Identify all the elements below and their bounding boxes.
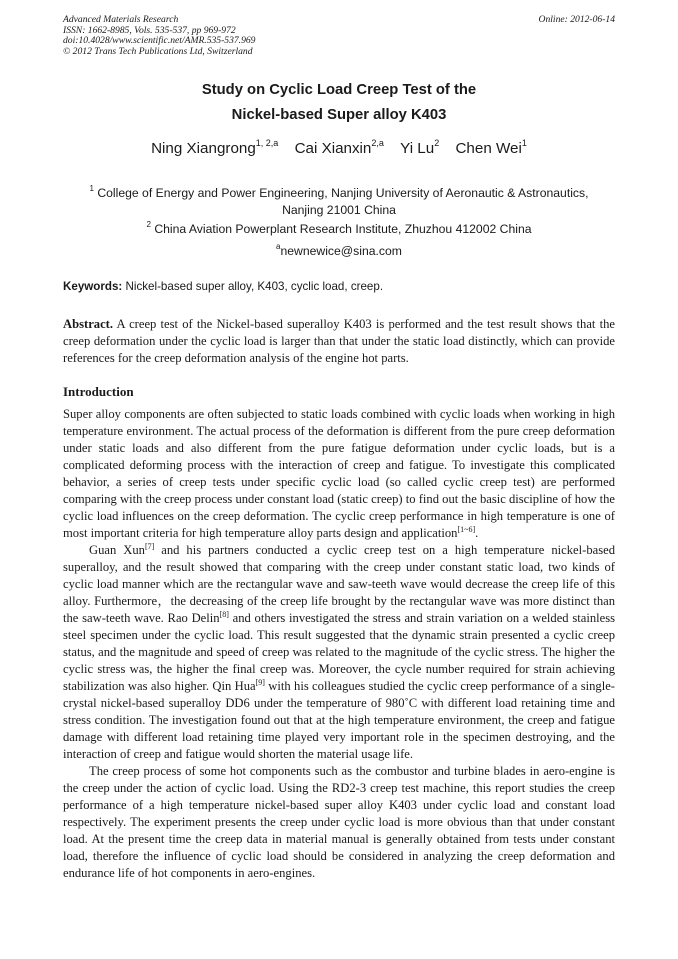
abstract [63, 316, 615, 367]
affiliation-1-line-2: Nanjing 21001 China [282, 203, 396, 217]
author-4 [455, 140, 526, 157]
contact-email [63, 243, 615, 260]
keywords-label: Keywords: [63, 280, 123, 293]
author-affiliation-mark: 1, 2,a [255, 138, 279, 148]
citation: [7] [144, 542, 155, 551]
affiliation-2 [63, 221, 615, 238]
author-list [63, 140, 615, 157]
journal-header [63, 15, 615, 57]
abstract-text: A creep test of the Nickel-based superalloy K403 is performed and the test result shows that the creep deformation under the cyclic load is larger than that under the static load distinctly, which can provide references for the creep deformation analysis of the engine hot parts. [63, 317, 615, 365]
doi-line: doi:10.4028/www.scientific.net/AMR.535-537.969 [63, 35, 256, 47]
paragraph [63, 542, 615, 763]
paragraph-text: and his partners conducted a cyclic creep test on a high temperature nickel-based superalloy, and the result showed that comparing with the creep under constant static load, two kinds of cyclic load manner which are the rectangular wave and saw-teeth wave would decrease the creep life of this alloy. Furthermore，the decreasing of the creep life brought by the rectangular wave was more distinct than the saw-teeth wave. Rao Delin [63, 543, 615, 625]
paragraph-text: . [475, 526, 479, 540]
keywords [63, 280, 615, 293]
affiliation-2-text: China Aviation Powerplant Research Institute, Zhuzhou 412002 China [154, 222, 532, 236]
keywords-text: Nickel-based super alloy, K403, cyclic load, creep. [122, 280, 384, 293]
affiliation-1-line-1: College of Energy and Power Engineering, Nanjing University of Aeronautic & Astronautics, [97, 186, 589, 200]
affiliation-mark: 2 [146, 220, 151, 229]
author-affiliation-mark: 2,a [371, 138, 384, 148]
abstract-label: Abstract. [63, 317, 114, 331]
author-3 [400, 140, 439, 157]
online-date: Online: 2012-06-14 [538, 14, 615, 25]
paragraph [63, 406, 615, 542]
paper-title-line-1: Study on Cyclic Load Creep Test of the [201, 82, 477, 98]
author-2 [295, 140, 384, 157]
journal-name: Advanced Materials Research [63, 14, 179, 25]
paragraph-text: with his colleagues studied the cyclic creep performance of a single-crystal nickel-based superalloy DD6 under the temperature of 980˚C with different load retaining time and stress condition. The investigation found out that at the high temperature environment, the creep and fatigue damage with different load retaining time played very important role in the specimen destroying, and the interaction of creep and fatigue would shorten the material usage life. [63, 679, 615, 761]
author-name: Cai Xianxin [294, 140, 372, 157]
email-address: newnewice@sina.com [280, 244, 402, 258]
paragraph-text: Super alloy components are often subjected to static loads combined with cyclic loads when working in high temperature environment. The actual process of the deformation is different from the pure creep deformation under static loads and also different from the pure fatigue deformation under cyclic loads, but is a complicated deforming process with the interaction of creep and fatigue. To investigate this complicated behavior, a series of creep tests under specific cyclic load (so called cyclic creep test) are performed comparing with the creep process under constant load (static creep) to find out the basic discipline of how the cyclic load influences on the creep deformation. The cyclic creep performance in high temperature is one of most important criteria for high temperature alloy parts design and application [63, 407, 615, 540]
affiliation-mark: 1 [89, 184, 94, 193]
section-heading-introduction: Introduction [63, 384, 134, 399]
paper-title-line-2: Nickel-based Super alloy K403 [231, 107, 447, 123]
email-mark: a [276, 242, 281, 251]
introduction-body [63, 406, 615, 882]
author-1 [151, 140, 278, 157]
paragraph-text: The creep process of some hot components such as the combustor and turbine blades in aero-engine is the creep under the action of cyclic load. Using the RD2-3 creep test machine, this report studies the creep performance of a high temperature nickel-based super alloy K403 under cyclic load and constant load respectively. The experiment presents the creep under cyclic load is more obvious than that under constant load. At the present time the creep data in material manual is generally obtained from tests under constant load, therefore the influence of cyclic load should be considered in analyzing the creep deformation and endurance life of hot components in aero-engines. [63, 764, 615, 880]
author-affiliation-mark: 1 [521, 138, 527, 148]
issn-line: ISSN: 1662-8985, Vols. 535-537, pp 969-972 [63, 24, 236, 36]
author-name: Chen Wei [455, 140, 522, 157]
citation: [9] [255, 678, 265, 687]
paragraph-text: Guan Xun [89, 543, 145, 557]
author-name: Yi Lu [400, 140, 435, 157]
paragraph [63, 763, 615, 882]
citation: [8] [219, 610, 229, 619]
paragraph-text: and others investigated the stress and strain variation on a welded stainless steel specimen under the cyclic load. This result suggested that the dynamic strain presented a cyclic creep status, and the magnitude and speed of creep was related to the magnitude of the cyclic stress. The higher the cyclic stress was, the higher the final creep was. Moreover, the cycle number required for strain achieving stabilization was also higher. Qin Hua [63, 611, 616, 693]
copyright-line: © 2012 Trans Tech Publications Ltd, Switzerland [63, 45, 253, 57]
author-affiliation-mark: 2 [434, 138, 440, 148]
author-name: Ning Xiangrong [151, 140, 256, 157]
affiliation-1 [63, 185, 615, 219]
citation: [1~6] [457, 525, 476, 534]
